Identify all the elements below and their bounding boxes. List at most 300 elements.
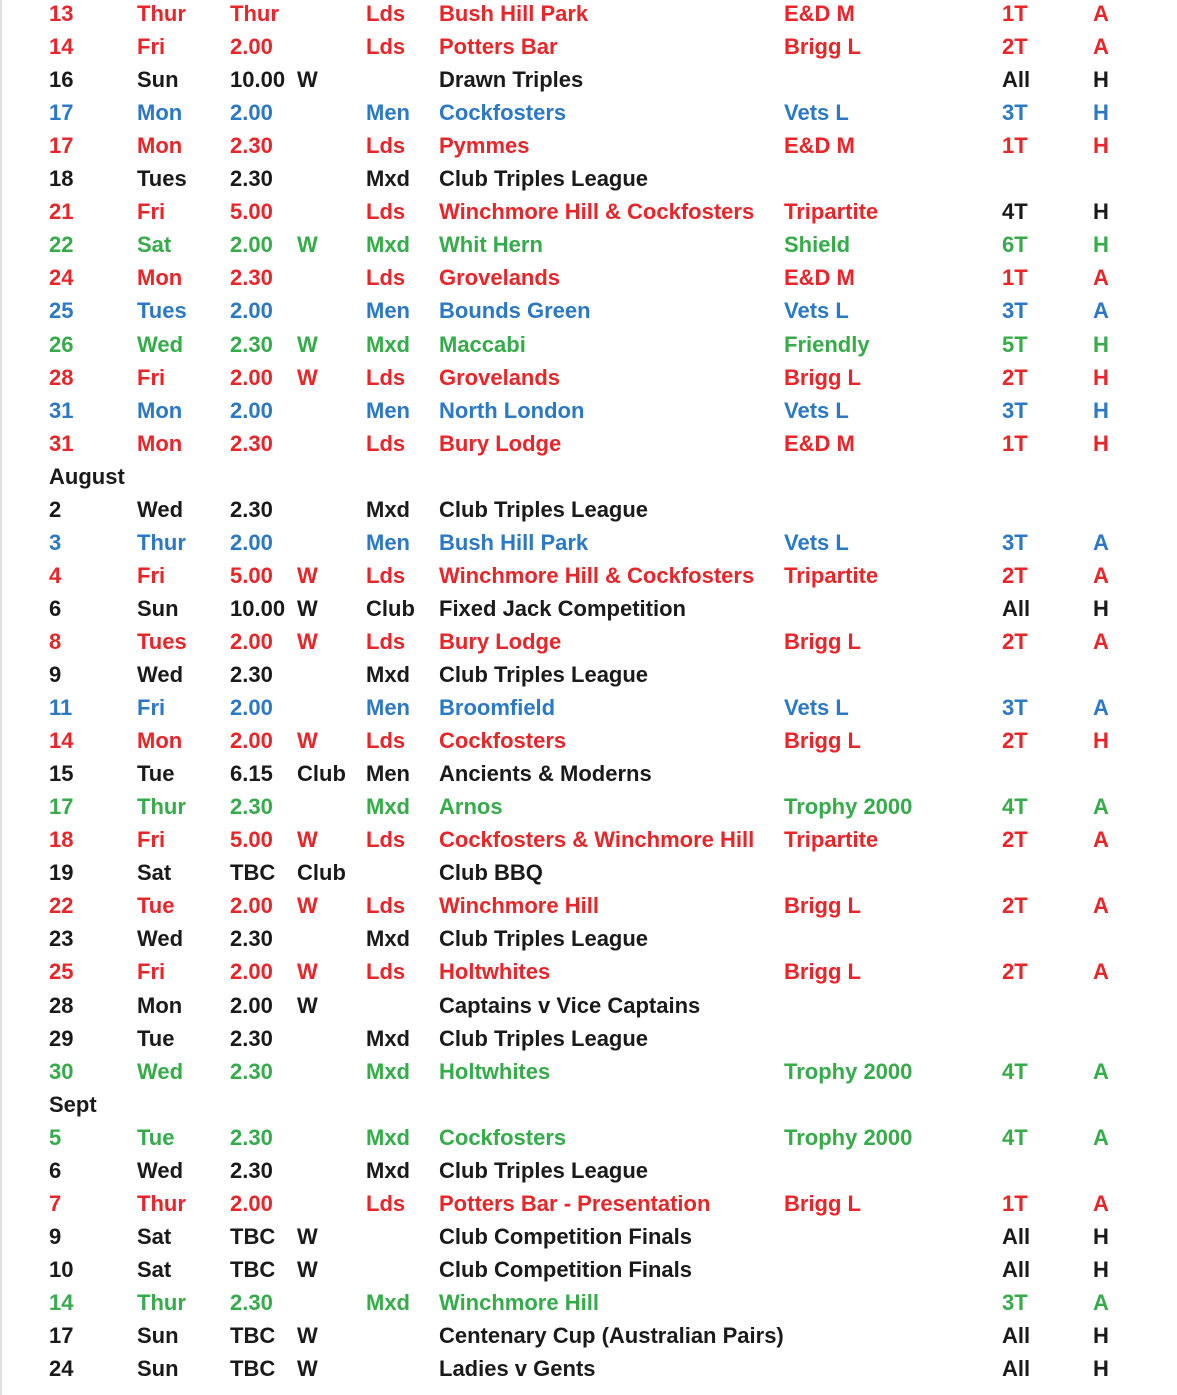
date-cell: 19 xyxy=(49,860,74,886)
weekday-cell: Tue xyxy=(137,893,175,919)
date-cell: 6 xyxy=(49,1157,62,1183)
competition-cell: Tripartite xyxy=(784,562,879,588)
w-flag-cell: W xyxy=(297,992,318,1018)
fixture-row xyxy=(2,757,1177,790)
team-type-cell: Mxd xyxy=(366,1124,410,1150)
time-cell: 10.00 xyxy=(230,67,286,93)
fixture-row xyxy=(2,30,1177,63)
fixture-row xyxy=(2,328,1177,361)
team-type-cell: Lds xyxy=(366,199,406,225)
w-flag-cell: W xyxy=(297,959,318,985)
time-cell: 2.30 xyxy=(230,1025,273,1051)
team-size-cell: All xyxy=(1002,1256,1031,1282)
home-away-cell: H xyxy=(1093,595,1109,621)
competition-cell: Brigg L xyxy=(784,628,861,654)
fixture-row xyxy=(2,162,1177,195)
fixture-row xyxy=(2,1319,1177,1352)
home-away-cell: A xyxy=(1093,1190,1109,1216)
w-flag-cell: W xyxy=(297,893,318,919)
fixture-row xyxy=(2,195,1177,228)
weekday-cell: Sat xyxy=(137,1223,172,1249)
date-cell: 22 xyxy=(49,893,74,919)
weekday-cell: Fri xyxy=(137,695,166,721)
fixture-row xyxy=(2,493,1177,526)
fixture-row xyxy=(2,1220,1177,1253)
date-cell: 18 xyxy=(49,166,74,192)
team-size-cell: 3T xyxy=(1002,695,1028,721)
fixture-row xyxy=(2,856,1177,889)
competition-cell: Brigg L xyxy=(784,34,861,60)
home-away-cell: A xyxy=(1093,34,1109,60)
opponent-cell: Grovelands xyxy=(439,265,561,291)
team-size-cell: 2T xyxy=(1002,628,1028,654)
team-size-cell: 4T xyxy=(1002,794,1028,820)
opponent-cell: Winchmore Hill xyxy=(439,1289,599,1315)
team-type-cell: Men xyxy=(366,397,410,423)
time-cell: Thur xyxy=(230,1,279,26)
weekday-cell: Mon xyxy=(137,728,183,754)
weekday-cell: Tue xyxy=(137,761,175,787)
fixture-row xyxy=(2,261,1177,294)
time-cell: 5.00 xyxy=(230,827,273,853)
team-type-cell: Lds xyxy=(366,562,406,588)
weekday-cell: Mon xyxy=(137,133,183,159)
time-cell: 10.00 xyxy=(230,595,286,621)
time-cell: 5.00 xyxy=(230,199,273,225)
weekday-cell: Tues xyxy=(137,166,187,192)
team-size-cell: 1T xyxy=(1002,133,1028,159)
team-size-cell: 1T xyxy=(1002,1190,1028,1216)
time-cell: TBC xyxy=(230,1256,276,1282)
w-flag-cell: W xyxy=(297,1323,318,1348)
competition-cell: E&D M xyxy=(784,1,855,26)
team-type-cell: Mxd xyxy=(366,1157,410,1183)
competition-cell: Vets L xyxy=(784,529,849,555)
team-type-cell: Men xyxy=(366,529,410,555)
date-cell: 21 xyxy=(49,199,74,225)
opponent-cell: Centenary Cup (Australian Pairs) xyxy=(439,1323,784,1348)
competition-cell: Friendly xyxy=(784,331,870,357)
opponent-cell: Bush Hill Park xyxy=(439,1,589,26)
home-away-cell: A xyxy=(1093,1058,1109,1084)
opponent-cell: Club Competition Finals xyxy=(439,1256,692,1282)
w-flag-cell: W xyxy=(297,331,318,357)
weekday-cell: Fri xyxy=(137,562,166,588)
team-size-cell: 2T xyxy=(1002,827,1028,853)
w-flag-cell: W xyxy=(297,628,318,654)
weekday-cell: Wed xyxy=(137,1058,184,1084)
time-cell: 2.00 xyxy=(230,364,273,390)
team-size-cell: 3T xyxy=(1002,529,1028,555)
home-away-cell: H xyxy=(1093,1356,1109,1382)
fixture-row xyxy=(2,228,1177,261)
team-size-cell: 5T xyxy=(1002,331,1028,357)
time-cell: 2.00 xyxy=(230,628,273,654)
date-cell: 18 xyxy=(49,827,74,853)
fixture-row xyxy=(2,0,1177,30)
home-away-cell: A xyxy=(1093,1289,1109,1315)
competition-cell: Tripartite xyxy=(784,827,879,853)
opponent-cell: Captains v Vice Captains xyxy=(439,992,701,1018)
date-cell: 17 xyxy=(49,133,74,159)
time-cell: 2.30 xyxy=(230,133,273,159)
fixture-row xyxy=(2,691,1177,724)
team-type-cell: Lds xyxy=(366,1,406,26)
weekday-cell: Wed xyxy=(137,1157,184,1183)
team-type-cell: Club xyxy=(366,595,415,621)
team-size-cell: 4T xyxy=(1002,199,1028,225)
team-type-cell: Mxd xyxy=(366,794,410,820)
weekday-cell: Fri xyxy=(137,199,166,225)
competition-cell: Trophy 2000 xyxy=(784,794,913,820)
date-cell: 2 xyxy=(49,496,62,522)
home-away-cell: A xyxy=(1093,794,1109,820)
team-type-cell: Lds xyxy=(366,728,406,754)
home-away-cell: H xyxy=(1093,397,1109,423)
date-cell: 17 xyxy=(49,1323,74,1348)
date-cell: 22 xyxy=(49,232,74,258)
team-type-cell: Mxd xyxy=(366,1289,410,1315)
opponent-cell: Club Competition Finals xyxy=(439,1223,692,1249)
w-flag-cell: Club xyxy=(297,860,346,886)
month-header xyxy=(2,460,1177,493)
date-cell: 4 xyxy=(49,562,62,588)
fixture-row xyxy=(2,889,1177,922)
date-cell: 13 xyxy=(49,1,74,26)
competition-cell: Shield xyxy=(784,232,851,258)
competition-cell: Trophy 2000 xyxy=(784,1124,913,1150)
opponent-cell: Club Triples League xyxy=(439,662,649,687)
date-cell: 30 xyxy=(49,1058,74,1084)
home-away-cell: H xyxy=(1093,364,1109,390)
team-size-cell: 4T xyxy=(1002,1124,1028,1150)
fixture-row xyxy=(2,1154,1177,1187)
date-cell: 28 xyxy=(49,364,74,390)
opponent-cell: Broomfield xyxy=(439,695,556,721)
weekday-cell: Wed xyxy=(137,331,184,357)
date-cell: 26 xyxy=(49,331,74,357)
competition-cell: E&D M xyxy=(784,133,855,159)
weekday-cell: Wed xyxy=(137,926,184,952)
time-cell: 2.30 xyxy=(230,926,273,952)
time-cell: 2.30 xyxy=(230,265,273,291)
team-size-cell: 2T xyxy=(1002,364,1028,390)
team-type-cell: Lds xyxy=(366,265,406,291)
date-cell: 3 xyxy=(49,529,62,555)
team-size-cell: All xyxy=(1002,1223,1031,1249)
w-flag-cell: W xyxy=(297,67,318,93)
opponent-cell: Maccabi xyxy=(439,331,526,357)
opponent-cell: Winchmore Hill & Cockfosters xyxy=(439,562,755,588)
team-size-cell: All xyxy=(1002,595,1031,621)
fixture-row xyxy=(2,1187,1177,1220)
date-cell: 17 xyxy=(49,100,74,126)
team-type-cell: Men xyxy=(366,298,410,324)
time-cell: 2.00 xyxy=(230,1190,273,1216)
fixture-row xyxy=(2,1022,1177,1055)
opponent-cell: Cockfosters xyxy=(439,1124,567,1150)
team-size-cell: All xyxy=(1002,67,1031,93)
team-size-cell: 2T xyxy=(1002,893,1028,919)
w-flag-cell: W xyxy=(297,364,318,390)
time-cell: 2.30 xyxy=(230,794,273,820)
time-cell: TBC xyxy=(230,1323,276,1348)
team-size-cell: 6T xyxy=(1002,232,1028,258)
date-cell: 6 xyxy=(49,595,62,621)
fixture-row xyxy=(2,592,1177,625)
date-cell: 31 xyxy=(49,397,74,423)
weekday-cell: Tues xyxy=(137,298,187,324)
month-label: August xyxy=(49,463,125,489)
weekday-cell: Fri xyxy=(137,827,166,853)
opponent-cell: Winchmore Hill & Cockfosters xyxy=(439,199,755,225)
weekday-cell: Fri xyxy=(137,364,166,390)
time-cell: 2.00 xyxy=(230,397,273,423)
competition-cell: Brigg L xyxy=(784,364,861,390)
date-cell: 5 xyxy=(49,1124,62,1150)
fixture-row xyxy=(2,427,1177,460)
team-size-cell: 1T xyxy=(1002,265,1028,291)
weekday-cell: Sun xyxy=(137,67,179,93)
time-cell: 2.00 xyxy=(230,959,273,985)
w-flag-cell: W xyxy=(297,1356,318,1382)
team-type-cell: Lds xyxy=(366,364,406,390)
team-type-cell: Lds xyxy=(366,959,406,985)
fixture-row xyxy=(2,658,1177,691)
time-cell: 2.00 xyxy=(230,728,273,754)
time-cell: 2.30 xyxy=(230,166,273,192)
weekday-cell: Thur xyxy=(137,1190,186,1216)
competition-cell: E&D M xyxy=(784,265,855,291)
opponent-cell: Grovelands xyxy=(439,364,561,390)
opponent-cell: Drawn Triples xyxy=(439,67,584,93)
time-cell: 2.30 xyxy=(230,331,273,357)
team-type-cell: Mxd xyxy=(366,166,410,192)
weekday-cell: Thur xyxy=(137,529,186,555)
competition-cell: Brigg L xyxy=(784,959,861,985)
team-type-cell: Mxd xyxy=(366,331,410,357)
time-cell: 2.00 xyxy=(230,529,273,555)
w-flag-cell: W xyxy=(297,728,318,754)
opponent-cell: Arnos xyxy=(439,794,503,820)
opponent-cell: Bury Lodge xyxy=(439,628,562,654)
weekday-cell: Tues xyxy=(137,628,187,654)
date-cell: 7 xyxy=(49,1190,62,1216)
opponent-cell: Club BBQ xyxy=(439,860,543,886)
time-cell: 2.00 xyxy=(230,298,273,324)
competition-cell: Brigg L xyxy=(784,1190,861,1216)
home-away-cell: H xyxy=(1093,232,1109,258)
team-type-cell: Men xyxy=(366,695,410,721)
weekday-cell: Wed xyxy=(137,662,184,687)
weekday-cell: Fri xyxy=(137,959,166,985)
opponent-cell: Pymmes xyxy=(439,133,530,159)
competition-cell: Brigg L xyxy=(784,893,861,919)
w-flag-cell: W xyxy=(297,595,318,621)
team-type-cell: Lds xyxy=(366,1190,406,1216)
time-cell: 2.00 xyxy=(230,100,273,126)
team-type-cell: Mxd xyxy=(366,496,410,522)
date-cell: 31 xyxy=(49,430,74,456)
weekday-cell: Thur xyxy=(137,1,186,26)
fixture-row xyxy=(2,96,1177,129)
competition-cell: Trophy 2000 xyxy=(784,1058,913,1084)
time-cell: TBC xyxy=(230,1223,276,1249)
weekday-cell: Sat xyxy=(137,232,172,258)
team-type-cell: Men xyxy=(366,761,410,787)
team-size-cell: 2T xyxy=(1002,728,1028,754)
weekday-cell: Tue xyxy=(137,1025,175,1051)
date-cell: 15 xyxy=(49,761,74,787)
time-cell: 6.15 xyxy=(230,761,273,787)
time-cell: 2.30 xyxy=(230,496,273,522)
time-cell: 2.30 xyxy=(230,662,273,687)
home-away-cell: A xyxy=(1093,265,1109,291)
fixture-row xyxy=(2,955,1177,988)
team-size-cell: 2T xyxy=(1002,959,1028,985)
month-label: Sept xyxy=(49,1091,97,1117)
competition-cell: Brigg L xyxy=(784,728,861,754)
team-size-cell: All xyxy=(1002,1356,1031,1382)
date-cell: 14 xyxy=(49,34,74,60)
weekday-cell: Mon xyxy=(137,992,183,1018)
date-cell: 14 xyxy=(49,728,74,754)
team-type-cell: Mxd xyxy=(366,662,410,687)
opponent-cell: Winchmore Hill xyxy=(439,893,599,919)
weekday-cell: Sun xyxy=(137,595,179,621)
weekday-cell: Sun xyxy=(137,1356,179,1382)
fixture-row xyxy=(2,625,1177,658)
home-away-cell: H xyxy=(1093,67,1109,93)
w-flag-cell: Club xyxy=(297,761,346,787)
time-cell: 2.00 xyxy=(230,992,273,1018)
w-flag-cell: W xyxy=(297,232,318,258)
weekday-cell: Mon xyxy=(137,100,183,126)
weekday-cell: Mon xyxy=(137,265,183,291)
team-type-cell: Mxd xyxy=(366,1025,410,1051)
competition-cell: Vets L xyxy=(784,695,849,721)
opponent-cell: Cockfosters & Winchmore Hill xyxy=(439,827,755,853)
home-away-cell: A xyxy=(1093,959,1109,985)
time-cell: 5.00 xyxy=(230,562,273,588)
home-away-cell: A xyxy=(1093,893,1109,919)
home-away-cell: H xyxy=(1093,1256,1109,1282)
opponent-cell: Whit Hern xyxy=(439,232,543,258)
opponent-cell: Ancients & Moderns xyxy=(439,761,652,787)
weekday-cell: Sat xyxy=(137,1256,172,1282)
team-size-cell: 2T xyxy=(1002,562,1028,588)
opponent-cell: Club Triples League xyxy=(439,496,649,522)
date-cell: 8 xyxy=(49,628,62,654)
opponent-cell: Bury Lodge xyxy=(439,430,562,456)
team-type-cell: Men xyxy=(366,100,410,126)
home-away-cell: A xyxy=(1093,562,1109,588)
fixture-row xyxy=(2,526,1177,559)
time-cell: 2.00 xyxy=(230,893,273,919)
weekday-cell: Mon xyxy=(137,430,183,456)
date-cell: 14 xyxy=(49,1289,74,1315)
team-type-cell: Lds xyxy=(366,628,406,654)
competition-cell: Vets L xyxy=(784,397,849,423)
month-header xyxy=(2,1088,1177,1121)
weekday-cell: Wed xyxy=(137,496,184,522)
time-cell: 2.30 xyxy=(230,1289,273,1315)
date-cell: 11 xyxy=(49,695,73,721)
home-away-cell: H xyxy=(1093,430,1109,456)
opponent-cell: Club Triples League xyxy=(439,1157,649,1183)
date-cell: 16 xyxy=(49,67,74,93)
time-cell: 2.30 xyxy=(230,1124,273,1150)
home-away-cell: A xyxy=(1093,529,1109,555)
team-size-cell: 2T xyxy=(1002,34,1028,60)
home-away-cell: H xyxy=(1093,100,1109,126)
team-size-cell: 3T xyxy=(1002,1289,1028,1315)
opponent-cell: Cockfosters xyxy=(439,728,567,754)
fixture-row xyxy=(2,724,1177,757)
home-away-cell: A xyxy=(1093,298,1109,324)
fixture-row xyxy=(2,294,1177,327)
date-cell: 24 xyxy=(49,265,74,291)
weekday-cell: Thur xyxy=(137,1289,186,1315)
home-away-cell: A xyxy=(1093,827,1109,853)
fixture-row xyxy=(2,394,1177,427)
fixture-row xyxy=(2,1121,1177,1154)
fixture-row xyxy=(2,922,1177,955)
team-type-cell: Lds xyxy=(366,430,406,456)
w-flag-cell: W xyxy=(297,1256,318,1282)
home-away-cell: H xyxy=(1093,133,1109,159)
date-cell: 17 xyxy=(49,794,74,820)
w-flag-cell: W xyxy=(297,827,318,853)
opponent-cell: Holtwhites xyxy=(439,1058,551,1084)
weekday-cell: Fri xyxy=(137,34,166,60)
team-type-cell: Mxd xyxy=(366,1058,410,1084)
date-cell: 23 xyxy=(49,926,74,952)
fixture-row xyxy=(2,63,1177,96)
time-cell: TBC xyxy=(230,1356,276,1382)
opponent-cell: Holtwhites xyxy=(439,959,551,985)
team-size-cell: 3T xyxy=(1002,100,1028,126)
home-away-cell: A xyxy=(1093,695,1109,721)
date-cell: 25 xyxy=(49,959,74,985)
opponent-cell: North London xyxy=(439,397,585,423)
date-cell: 9 xyxy=(49,1223,62,1249)
fixture-row xyxy=(2,559,1177,592)
weekday-cell: Mon xyxy=(137,397,183,423)
fixture-row xyxy=(2,1352,1177,1385)
competition-cell: Tripartite xyxy=(784,199,879,225)
date-cell: 9 xyxy=(49,662,62,687)
weekday-cell: Sat xyxy=(137,860,172,886)
date-cell: 25 xyxy=(49,298,74,324)
fixture-row xyxy=(2,1286,1177,1319)
team-size-cell: 1T xyxy=(1002,430,1028,456)
team-type-cell: Lds xyxy=(366,133,406,159)
fixture-row xyxy=(2,1253,1177,1286)
home-away-cell: A xyxy=(1093,1124,1109,1150)
home-away-cell: H xyxy=(1093,1223,1109,1249)
team-type-cell: Lds xyxy=(366,893,406,919)
fixture-row xyxy=(2,1055,1177,1088)
home-away-cell: A xyxy=(1093,1,1109,26)
date-cell: 29 xyxy=(49,1025,74,1051)
w-flag-cell: W xyxy=(297,1223,318,1249)
fixture-row xyxy=(2,129,1177,162)
team-size-cell: 3T xyxy=(1002,298,1028,324)
team-size-cell: 4T xyxy=(1002,1058,1028,1084)
competition-cell: E&D M xyxy=(784,430,855,456)
home-away-cell: H xyxy=(1093,199,1109,225)
